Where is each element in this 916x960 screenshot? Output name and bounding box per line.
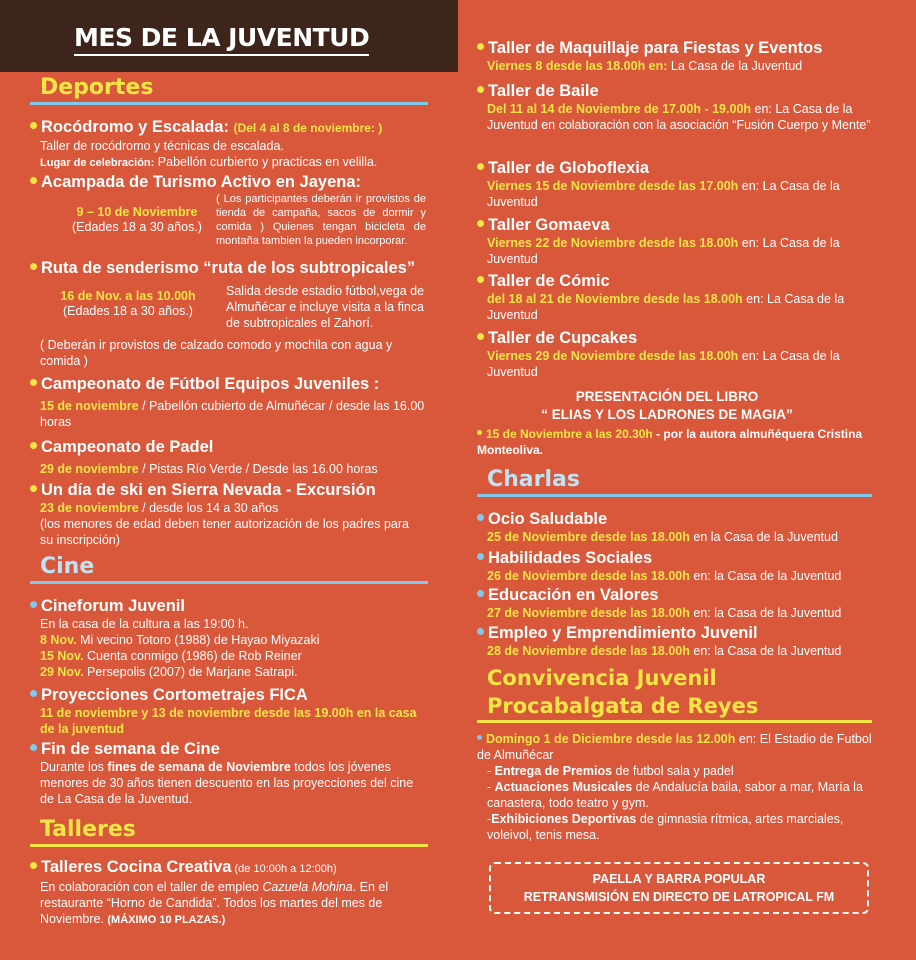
item-title: Educación en Valores (488, 586, 659, 604)
item-finde (30, 739, 425, 807)
film-text: Mi vecino Totoro (1988) de Hayao Miyazaki (76, 633, 320, 647)
film-row (30, 632, 425, 648)
item-title: Ruta de senderismo “ruta de los subtropicales” (41, 259, 416, 277)
item-taller-comic (477, 271, 877, 323)
libro-line1: PRESENTACIÓN DEL LIBRO (575, 389, 759, 404)
item-text: En colaboración con el taller de empleo (40, 880, 263, 894)
item-title: Acampada de Turismo Activo en Jayena: (41, 173, 362, 191)
item-place: en: La Casa de la Juventud (487, 349, 840, 379)
item-cocina (30, 857, 425, 927)
bullet-icon (30, 601, 37, 608)
section-title-line1: Convivencia Juvenil (487, 666, 717, 690)
item-ages: (Edades 18 a 30 años.) (72, 220, 202, 234)
box-line2: RETRANSMISIÓN EN DIRECTO DE LATROPICAL FM (523, 890, 835, 904)
item-date: 25 de Noviembre desde las 18.00h (487, 530, 690, 544)
item-taller-baile (477, 81, 877, 133)
film-date: 15 Nov. (40, 649, 84, 663)
item-bold: Actuaciones Musicales (494, 780, 633, 794)
item-text: de futbol sala y padel (612, 764, 734, 778)
bullet-icon (30, 862, 37, 869)
film-date: 29 Nov. (40, 665, 84, 679)
bullet-icon (477, 220, 484, 227)
bullet-icon (30, 177, 37, 184)
item-title: Proyecciones Cortometrajes FICA (41, 686, 308, 704)
item-title: Taller de Cupcakes (488, 329, 638, 347)
item-place: en: la Casa de la Juventud (689, 569, 842, 583)
bullet-icon (477, 43, 484, 50)
item-place: en: La Casa de la Juventud (487, 236, 840, 266)
item-convivencia: Domingo 1 de Diciembre desde las 12.00h en: El Estadio de Futbol de Almuñécar - Entrega de Premios de futbol sala y padel - Actuaciones Musicales de Andalucía baila, sabor a mar, María la canastera, todo teatro y gym. -Exhibiciones Deportivas de gimnasia rítmica, artes marciales, voleivol, tenis mesa. (477, 732, 872, 842)
item-title: Cineforum Juvenil (41, 597, 185, 615)
item-title: Ocio Saludable (488, 510, 608, 528)
item-title: Campeonato de Fútbol Equipos Juveniles : (41, 375, 380, 393)
bullet-icon (477, 735, 482, 740)
film-date: 8 Nov. (40, 633, 77, 647)
item-fica (30, 685, 425, 737)
item-title: Taller de Maquillaje para Fiestas y Eventos (488, 39, 823, 57)
item-text-bold: fines de semana de Noviembre (107, 760, 291, 774)
item-text-italic: Cazuela Mohina (262, 880, 353, 894)
item-note: (los menores de edad deben tener autorización de los padres para su inscripción) (40, 517, 409, 547)
item-ski (30, 480, 425, 548)
film-row (30, 648, 425, 664)
item-title: Taller de Globoflexia (488, 159, 650, 177)
bullet-icon (30, 744, 37, 751)
item-date: del 18 al 21 de Noviembre desde las 18.00h (487, 292, 743, 306)
item-place: en: la Casa de la Juventud (689, 606, 842, 620)
item-bold: Entrega de Premios (494, 764, 613, 778)
item-title: Fin de semana de Cine (41, 740, 220, 758)
item-dates: 9 – 10 de Noviembre (76, 205, 198, 219)
item-note: ( Deberán ir provistos de calzado comodo y mochila con agua y comida ) (40, 338, 393, 368)
item-text: de gimnasia rítmica, artes marciales, voleivol, tenis mesa. (487, 812, 844, 842)
item-acampada (30, 172, 426, 247)
libro-info: - por la autora almuñéquera Cristina Monteoliva. (477, 427, 863, 457)
item-text: Durante los (40, 760, 108, 774)
bullet-icon (30, 690, 37, 697)
section-talleres-header (30, 816, 428, 847)
item-place: en: La Casa de la Juventud (487, 292, 845, 322)
bullet-icon (30, 379, 37, 386)
divider (30, 581, 428, 584)
item-ages: (Edades 18 a 30 años.) (63, 304, 193, 318)
item-rocodromo (30, 117, 425, 170)
bullet-icon (477, 628, 484, 635)
item-text: todos los jóvenes menores de 30 años tienen descuento en las proyecciones del cine de La Casa de la Juventud. (40, 760, 414, 806)
section-charlas-header (477, 466, 872, 497)
item-date: 27 de Noviembre desde las 18.00h (487, 606, 690, 620)
section-title: Charlas (487, 467, 580, 492)
item-charla (477, 509, 877, 545)
item-place: en: La Casa de la Juventud (487, 179, 840, 209)
bullet-icon (477, 590, 484, 597)
item-title: Empleo y Emprendimiento Juvenil (488, 624, 758, 642)
item-text: de Andalucía baila, sabor a mar, María la canastera, todo teatro y gym. (487, 780, 863, 810)
place-label: Lugar de celebración: (40, 157, 155, 169)
item-date: Domingo 1 de Diciembre desde las 12.00h (486, 732, 736, 746)
item-date: Viernes 29 de Noviembre desde las 18.00h (487, 349, 739, 363)
item-title: Taller de Baile (488, 82, 599, 100)
item-date: 28 de Noviembre desde las 18.00h (487, 644, 690, 658)
item-date: 15 de noviembre (40, 399, 139, 413)
page-title: MES DE LA JUVENTUD (74, 22, 369, 56)
section-title: Deportes (40, 75, 154, 100)
item-taller-cupcakes (477, 328, 877, 380)
item-text: . En el restaurante “Horno de Candida”. Todos los martes del mes de Noviembre. (40, 880, 389, 926)
item-time: (de 10:00h a 12:00h) (231, 863, 337, 875)
section-title: Talleres (40, 817, 136, 842)
item-futbol (30, 374, 425, 430)
item-date: 26 de Noviembre desde las 18.00h (487, 569, 690, 583)
film-row (30, 664, 425, 680)
item-taller-maquillaje (477, 38, 877, 74)
section-deportes-header (30, 74, 428, 105)
divider (30, 102, 428, 105)
bullet-icon (477, 276, 484, 283)
item-info: / Pistas Río Verde / Desde las 16.00 horas (138, 462, 378, 476)
item-date: Viernes 15 de Noviembre desde las 17.00h (487, 179, 739, 193)
divider (30, 844, 428, 847)
item-place: en: la Casa de la Juventud (689, 644, 842, 658)
item-title: Rocódromo y Escalada: (41, 118, 229, 136)
bullet-icon (477, 163, 484, 170)
item-charla (477, 623, 877, 659)
bullet-icon (477, 514, 484, 521)
box-line1: PAELLA Y BARRA POPULAR (592, 872, 766, 886)
bullet-icon (30, 122, 37, 129)
item-info: 11 de noviembre y 13 de noviembre desde las 19.00h en la casa de la juventud (40, 706, 417, 736)
item-place: en: La Casa de la Juventud en colaboración con la asociación “Fusión Cuerpo y Mente” (487, 102, 871, 132)
item-title: Habilidades Sociales (488, 549, 653, 567)
section-cine-header (30, 553, 428, 584)
item-intro: En la casa de la cultura a las 19:00 h. (40, 617, 249, 631)
item-note: ( Los participantes deberán ir provistos de tienda de campaña, sacos de dormir y comida ) Quienes tengan bicicleta de montaña tambien la pueden incorporar. (216, 193, 426, 247)
bullet-icon (477, 86, 484, 93)
bullet-icon (477, 430, 482, 435)
paella-box (489, 862, 869, 914)
divider (477, 494, 872, 497)
item-date: 23 de noviembre (40, 501, 139, 515)
item-libro (477, 388, 877, 458)
item-desc: Salida desde estadio fútbol,vega de Almuñécar e incluye visita a la finca de subtropicales el Zahorí. (226, 284, 425, 330)
item-bold: Exhibiciones Deportivas (491, 812, 637, 826)
bullet-icon (30, 263, 37, 270)
bullet-icon (30, 442, 37, 449)
section-title-line2: Procabalgata de Reyes (487, 694, 759, 718)
film-text: Cuenta conmigo (1986) de Rob Reiner (83, 649, 302, 663)
item-taller-gomaeva (477, 215, 877, 267)
item-ruta (30, 258, 425, 368)
bullet-icon (477, 333, 484, 340)
bullet-icon (30, 485, 37, 492)
bullet-icon (477, 553, 484, 560)
film-text: Persepolis (2007) de Marjane Satrapi. (83, 665, 298, 679)
item-title: Campeonato de Padel (41, 438, 214, 456)
item-date: Viernes 22 de Noviembre desde las 18.00h (487, 236, 739, 250)
place-text: Pabellón curbierto y practicas en velilla. (157, 155, 378, 169)
item-date: Viernes 8 desde las 18.00h en: (487, 59, 668, 73)
item-dates: 16 de Nov. a las 10.00h (60, 289, 196, 303)
item-charla (477, 548, 877, 584)
item-dates: (Del 4 al 8 de noviembre: ) (233, 121, 383, 135)
libro-date: 15 de Noviembre a las 20.30h (486, 427, 653, 441)
item-place: La Casa de la Juventud (667, 59, 803, 73)
item-place: en la Casa de la Juventud (689, 530, 838, 544)
item-taller-globoflexia (477, 158, 877, 210)
item-date: Del 11 al 14 de Noviembre de 17.00h - 19.00h (487, 102, 752, 116)
item-padel (30, 437, 425, 477)
item-info: / desde los 14 a 30 años (138, 501, 279, 515)
item-title: Talleres Cocina Creativa (41, 858, 232, 876)
divider (477, 720, 872, 723)
item-date: 29 de noviembre (40, 462, 139, 476)
libro-line2: “ ELIAS Y LOS LADRONES DE MAGIA” (541, 407, 793, 422)
section-convivencia-header (477, 664, 872, 723)
item-title: Taller de Cómic (488, 272, 610, 290)
item-title: Taller Gomaeva (488, 216, 610, 234)
item-max: (MÁXIMO 10 PLAZAS.) (107, 914, 226, 926)
item-charla (477, 585, 877, 621)
item-info: / Pabellón cubierto de Almuñécar / desde las 16.00 horas (40, 399, 425, 429)
item-cineforum (30, 596, 425, 680)
section-title: Cine (40, 554, 95, 579)
item-place: en: El Estadio de Futbol de Almuñécar (477, 732, 872, 762)
item-text: Taller de rocódromo y técnicas de escalada. (40, 139, 284, 153)
item-title: Un día de ski en Sierra Nevada - Excursión (41, 481, 376, 499)
